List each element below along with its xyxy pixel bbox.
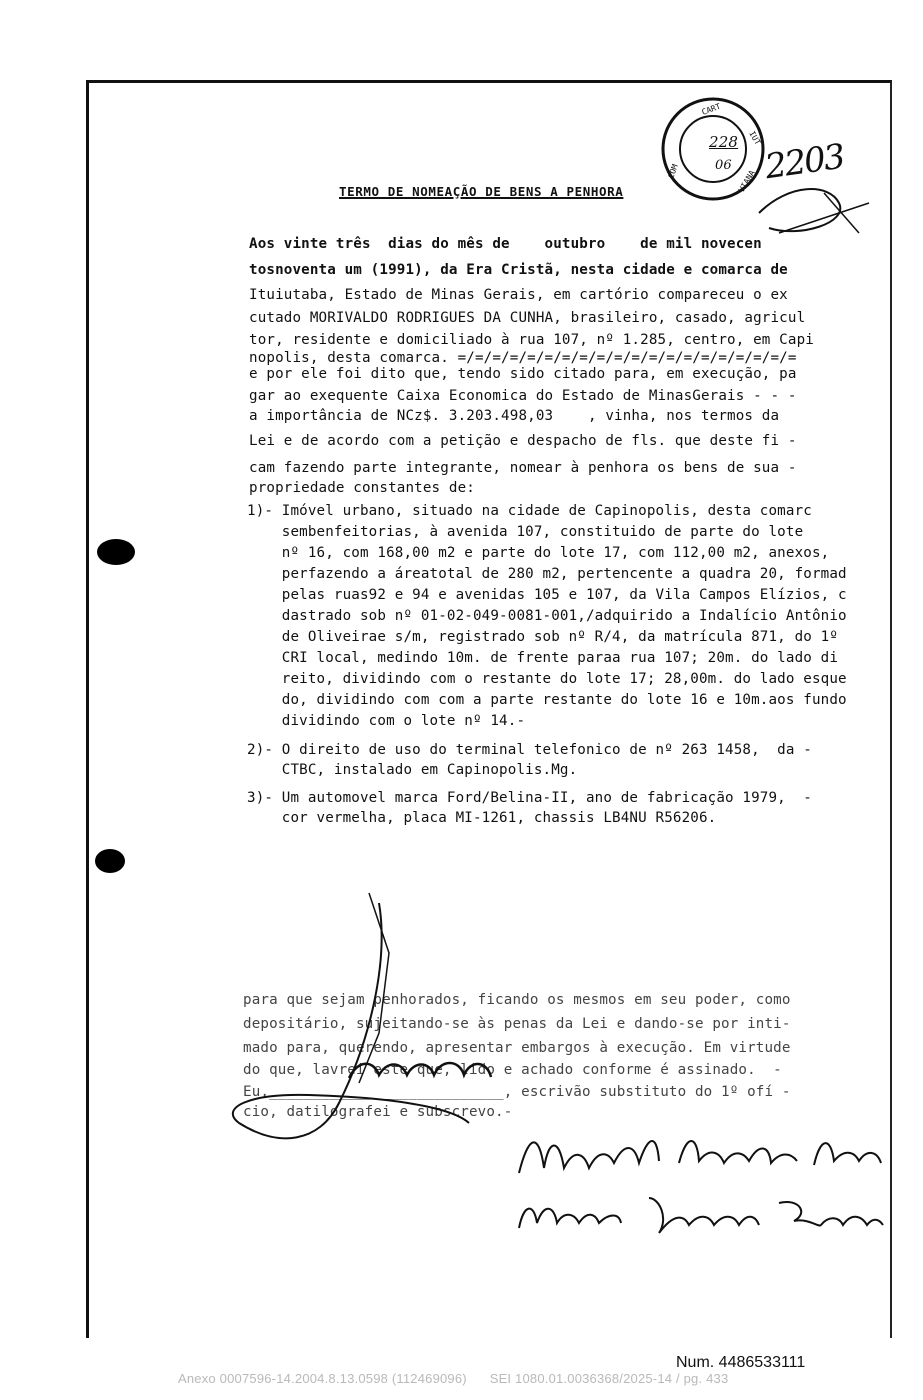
body-line: a importância de NCz$. 3.203.498,03 , vinha, nos termos da [249, 408, 780, 424]
body-line: propriedade constantes de: [249, 480, 475, 496]
svg-text:COM: COM [666, 163, 680, 180]
closing-line: do que, lavrei este que, lido e achado conforme é assinado. - [243, 1062, 782, 1078]
item-line: 3)- Um automovel marca Ford/Belina-II, ano de fabricação 1979, - [247, 790, 812, 806]
closing-line: cio, datilografei e subscrevo.- [243, 1104, 513, 1120]
seal-sub: 06 [715, 158, 732, 173]
body-line: cutado MORIVALDO RODRIGUES DA CUNHA, brasileiro, casado, agricul [249, 310, 806, 326]
body-line: gar ao exequente Caixa Economica do Estado de MinasGerais - - - [249, 388, 797, 404]
document-reference: Anexo 0007596-14.2004.8.13.0598 (112469096) SEI 1080.01.0036368/2025-14 / pg. 433 [178, 1371, 729, 1386]
document-title: TERMO DE NOMEAÇÃO DE BENS A PENHORA [339, 184, 624, 199]
item-line: dastrado sob nº 01-02-049-0081-001,/adquirido a Indalício Antônio [247, 608, 847, 624]
body-line: tosnoventa um (1991), da Era Cristã, nesta cidade e comarca de [249, 262, 788, 278]
body-line: Lei e de acordo com a petição e despacho de fls. que deste fi - [249, 433, 797, 449]
seal-scribble-icon [739, 173, 889, 243]
item-line: dividindo com o lote nº 14.- [247, 713, 526, 729]
seal-number: 228 [709, 133, 739, 151]
item-line: sembenfeitorias, à avenida 107, constituido de parte do lote [247, 524, 804, 540]
body-line: Aos vinte três dias do mês de outubro de mil novecen [249, 236, 762, 252]
body-line: nopolis, desta comarca. =/=/=/=/=/=/=/=/=/=/=/=/=/=/=/=/=/=/=/= [249, 350, 797, 366]
closing-line: para que sejam penhorados, ficando os mesmos em seu poder, como [243, 992, 791, 1008]
item-line: nº 16, com 168,00 m2 e parte do lote 17, com 112,00 m2, anexos, [247, 545, 830, 561]
svg-text:VIANA: VIANA [736, 168, 757, 194]
svg-text:IUT: IUT [747, 129, 763, 147]
item-line: cor vermelha, placa MI-1261, chassis LB4NU R56206. [247, 810, 717, 826]
closing-line: mado para, querendo, apresentar embargos à execução. Em virtude [243, 1040, 791, 1056]
item-line: 2)- O direito de uso do terminal telefonico de nº 263 1458, da - [247, 742, 812, 758]
item-line: perfazendo a áreatotal de 280 m2, pertencente a quadra 20, formad [247, 566, 847, 582]
body-line: e por ele foi dito que, tendo sido citado para, em execução, pa [249, 366, 797, 382]
body-line: tor, residente e domiciliado à rua 107, nº 1.285, centro, em Capi [249, 332, 814, 348]
item-line: 1)- Imóvel urbano, situado na cidade de Capinopolis, desta comarc [247, 503, 812, 519]
punch-hole-icon [97, 539, 135, 565]
item-line: CRI local, medindo 10m. de frente paraa rua 107; 20m. do lado di [247, 650, 839, 666]
item-line: pelas ruas92 e 94 e avenidas 105 e 107, da Vila Campos Elízios, c [247, 587, 847, 603]
punch-hole-icon [95, 849, 125, 873]
document-number: Num. 4486533111 [676, 1354, 806, 1371]
item-line: reito, dividindo com o restante do lote 17; 28,00m. do lado esque [247, 671, 847, 687]
item-line: do, dividindo com com a parte restante do lote 16 e 10m.aos fundo [247, 692, 847, 708]
body-line: Ituiutaba, Estado de Minas Gerais, em cartório compareceu o ex [249, 287, 788, 303]
svg-text:CART: CART [700, 101, 722, 117]
debtor-signature-2 [509, 1183, 889, 1253]
body-line: cam fazendo parte integrante, nomear à penhora os bens de sua - [249, 460, 797, 476]
item-line: CTBC, instalado em Capinopolis.Mg. [247, 762, 578, 778]
closing-line: depositário, sujeitando-se às penas da Lei e dando-se por inti- [243, 1016, 791, 1032]
item-line: de Oliveirae s/m, registrado sob nº R/4, da matrícula 871, do 1º [247, 629, 839, 645]
closing-line: Eu,___________________________, escrivão substituto do 1º ofí - [243, 1084, 791, 1100]
document-page [86, 80, 892, 1338]
seal-handwritten-marks: 2203 [762, 136, 846, 188]
